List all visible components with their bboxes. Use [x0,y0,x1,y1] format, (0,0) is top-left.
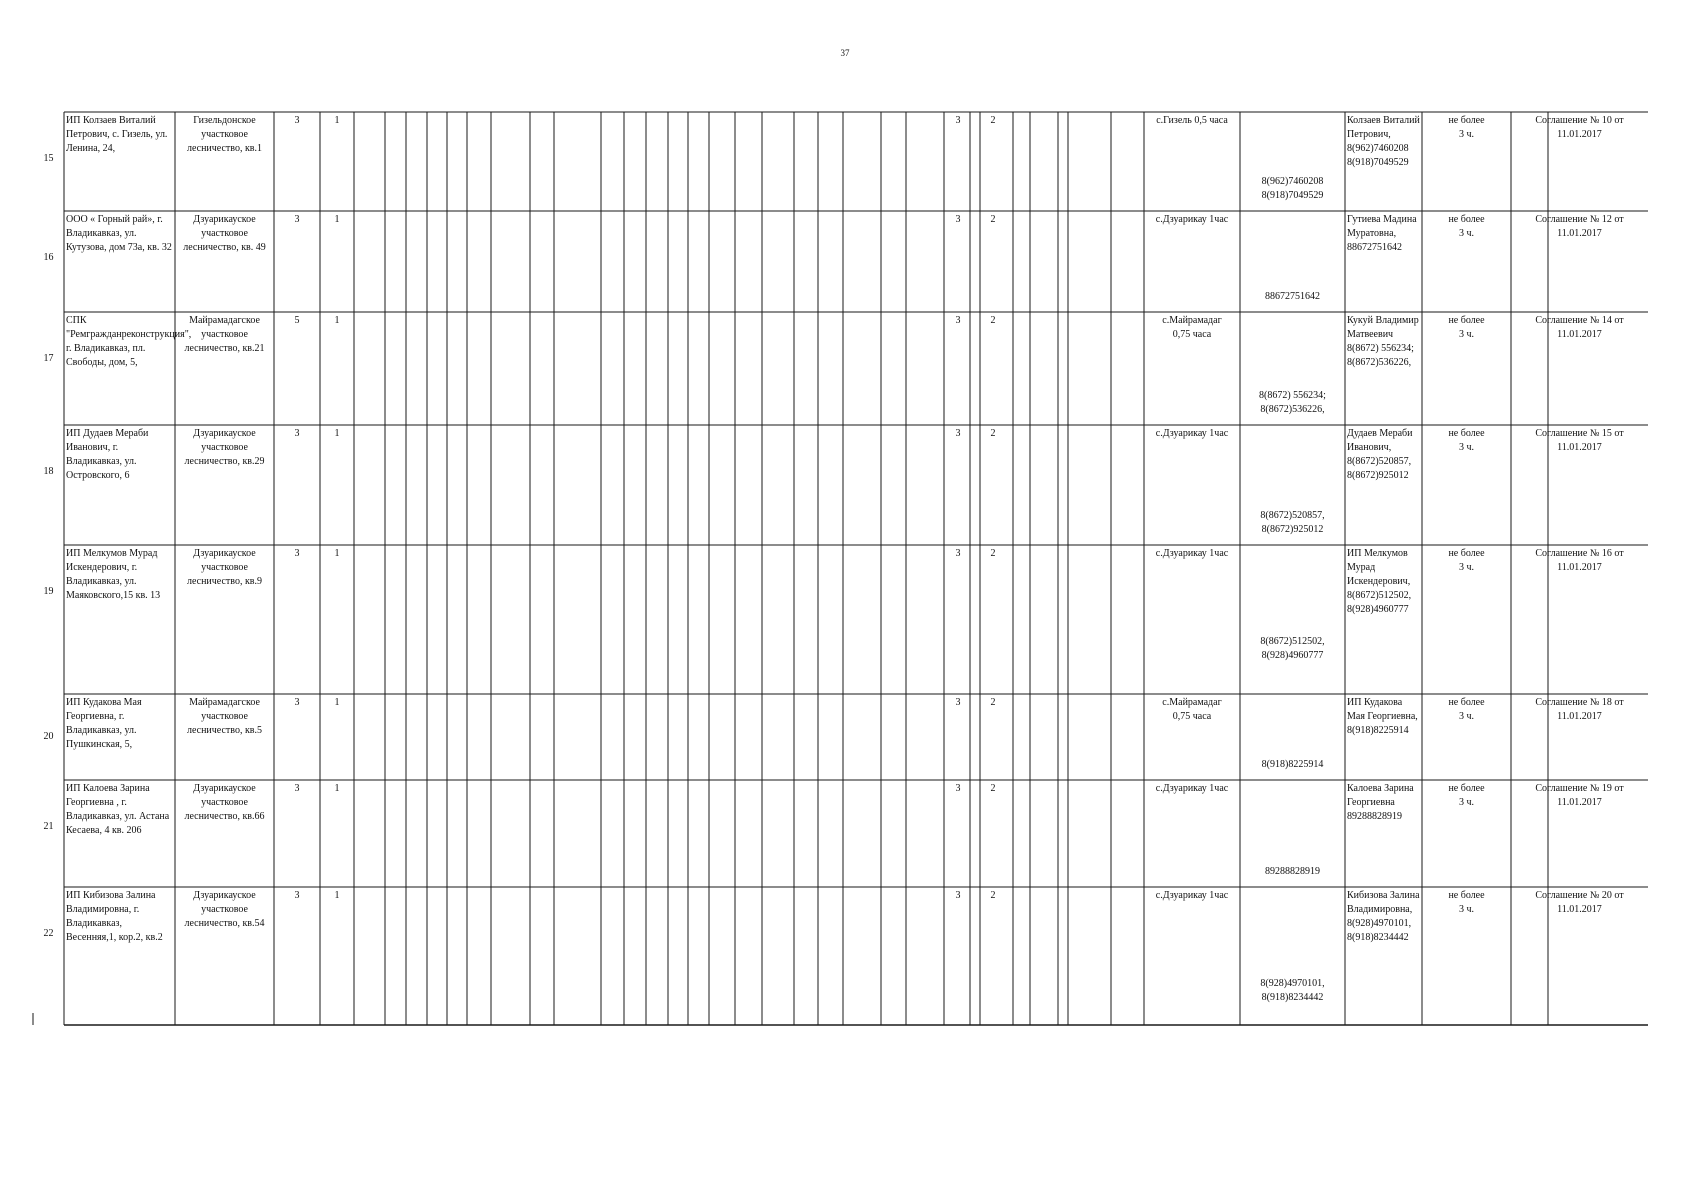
time-limit-cell: не более 3 ч. [1448,315,1485,340]
count-c-cell: 3 [955,115,961,126]
forestry-cell: Дзуарикауское участковое лесничество, кв.66 [184,783,265,822]
organization-cell: ИП Колзаев Виталий Петрович, с. Гизель, ул. Ленина, 24, [66,115,168,154]
phone-cell: 88672751642 [1265,291,1320,302]
count-d-cell: 2 [990,315,996,326]
village-time-cell: с.Гизель 0,5 часа [1156,115,1228,126]
time-limit-cell: не более 3 ч. [1448,548,1485,573]
village-time-cell: с.Дзуарикау 1час [1155,890,1229,901]
organization-cell: ИП Мелкумов Мурад Искендерович, г. Владикавказ, ул. Маяковского,15 кв. 13 [66,548,161,601]
time-limit-cell: не более 3 ч. [1448,697,1485,722]
page-number: 37 [840,48,850,58]
village-time-cell: с.Майрамадаг 0,75 часа [1162,315,1222,340]
count-a-cell: 3 [294,890,300,901]
phone-cell: 8(928)4970101, 8(918)8234442 [1260,978,1325,1003]
organization-cell: ИП Калоева Зарина Георгиевна , г. Владикавказ, ул. Астана Кесаева, 4 кв. 206 [66,783,170,836]
time-limit-cell: не более 3 ч. [1448,783,1485,808]
agreement-cell: Соглашение № 20 от 11.01.2017 [1535,890,1624,915]
forestry-cell: Дзуарикауское участковое лесничество, кв.29 [184,428,265,467]
count-d-cell: 2 [990,428,996,439]
count-d-cell: 2 [990,115,996,126]
count-a-cell: 3 [294,783,300,794]
count-d-cell: 2 [990,214,996,225]
forestry-cell: Дзуарикауское участковое лесничество, кв.9 [186,548,263,587]
forestry-cell: Гизельдонское участковое лесничество, кв.1 [186,115,263,154]
count-c-cell: 3 [955,428,961,439]
village-time-cell: с.Дзуарикау 1час [1155,214,1229,225]
contact-cell: Кукуй Владимир Матвеевич 8(8672) 556234; 8(8672)536226, [1347,315,1419,368]
agreement-cell: Соглашение № 14 от 11.01.2017 [1535,315,1624,340]
row-number: 19 [43,586,54,597]
agreement-cell: Соглашение № 12 от 11.01.2017 [1535,214,1624,239]
contact-cell: Дудаев Мераби Иванович, 8(8672)520857, 8(8672)925012 [1347,428,1413,481]
forestry-cell: Майрамадагское участковое лесничество, кв.21 [184,315,265,354]
count-b-cell: 1 [334,697,340,708]
row-number: 18 [43,466,54,477]
count-c-cell: 3 [955,315,961,326]
agreement-cell: Соглашение № 19 от 11.01.2017 [1535,783,1624,808]
count-a-cell: 3 [294,115,300,126]
count-d-cell: 2 [990,783,996,794]
time-limit-cell: не более 3 ч. [1448,214,1485,239]
count-d-cell: 2 [990,890,996,901]
count-c-cell: 3 [955,548,961,559]
count-c-cell: 3 [955,697,961,708]
phone-cell: 89288828919 [1265,866,1320,877]
village-time-cell: с.Майрамадаг 0,75 часа [1162,697,1222,722]
row-number: 15 [43,153,54,164]
village-time-cell: с.Дзуарикау 1час [1155,428,1229,439]
row-number: 20 [43,731,54,742]
time-limit-cell: не более 3 ч. [1448,115,1485,140]
count-a-cell: 5 [294,315,300,326]
count-b-cell: 1 [334,783,340,794]
count-b-cell: 1 [334,428,340,439]
count-b-cell: 1 [334,548,340,559]
contact-cell: Гутиева Мадина Муратовна, 88672751642 [1347,214,1417,253]
count-c-cell: 3 [955,783,961,794]
organization-cell: ИП Дудаев Мераби Иванович, г. Владикавказ, ул. Островского, 6 [66,428,149,481]
contact-cell: Кибизова Залина Владимировна, 8(928)4970101, 8(918)8234442 [1347,890,1420,943]
row-number: 21 [43,821,54,832]
count-b-cell: 1 [334,115,340,126]
count-b-cell: 1 [334,890,340,901]
organization-cell: СПК "Ремгражданреконструкция", г. Владикавказ, пл. Свободы, дом, 5, [66,315,192,368]
count-a-cell: 3 [294,697,300,708]
village-time-cell: с.Дзуарикау 1час [1155,548,1229,559]
count-a-cell: 3 [294,214,300,225]
contact-cell: Калоева Зарина Георгиевна 89288828919 [1347,783,1414,822]
contact-cell: ИП Кудакова Мая Георгиевна, 8(918)8225914 [1347,697,1418,736]
phone-cell: 8(8672) 556234; 8(8672)536226, [1259,390,1326,415]
count-b-cell: 1 [334,214,340,225]
time-limit-cell: не более 3 ч. [1448,428,1485,453]
row-number: 22 [43,928,54,939]
count-a-cell: 3 [294,428,300,439]
phone-cell: 8(918)8225914 [1261,759,1324,770]
agreement-cell: Соглашение № 15 от 11.01.2017 [1535,428,1624,453]
phone-cell: 8(962)7460208 8(918)7049529 [1261,176,1324,201]
contact-cell: Колзаев Виталий Петрович, 8(962)7460208 8(918)7049529 [1347,115,1420,168]
contact-cell: ИП Мелкумов Мурад Искендерович, 8(8672)512502, 8(928)4960777 [1347,548,1412,615]
row-number: 16 [43,252,54,263]
count-d-cell: 2 [990,548,996,559]
organization-cell: ИП Кибизова Залина Владимировна, г. Владикавказ, Весенняя,1, кор.2, кв.2 [66,890,163,943]
count-b-cell: 1 [334,315,340,326]
phone-cell: 8(8672)512502, 8(928)4960777 [1260,636,1325,661]
count-d-cell: 2 [990,697,996,708]
forestry-cell: Дзуарикауское участковое лесничество, кв. 49 [183,214,266,253]
agreement-cell: Соглашение № 18 от 11.01.2017 [1535,697,1624,722]
agreement-cell: Соглашение № 10 от 11.01.2017 [1535,115,1624,140]
count-a-cell: 3 [294,548,300,559]
agreement-cell: Соглашение № 16 от 11.01.2017 [1535,548,1624,573]
organization-cell: ООО « Горный рай», г. Владикавказ, ул. Кутузова, дом 73а, кв. 32 [66,214,172,253]
village-time-cell: с.Дзуарикау 1час [1155,783,1229,794]
forestry-cell: Дзуарикауское участковое лесничество, кв.54 [184,890,265,929]
time-limit-cell: не более 3 ч. [1448,890,1485,915]
forestry-cell: Майрамадагское участковое лесничество, кв.5 [186,697,263,736]
phone-cell: 8(8672)520857, 8(8672)925012 [1260,510,1325,535]
row-number: 17 [43,353,54,364]
organization-cell: ИП Кудакова Мая Георгиевна, г. Владикавказ, ул. Пушкинская, 5, [66,697,142,750]
count-c-cell: 3 [955,890,961,901]
count-c-cell: 3 [955,214,961,225]
